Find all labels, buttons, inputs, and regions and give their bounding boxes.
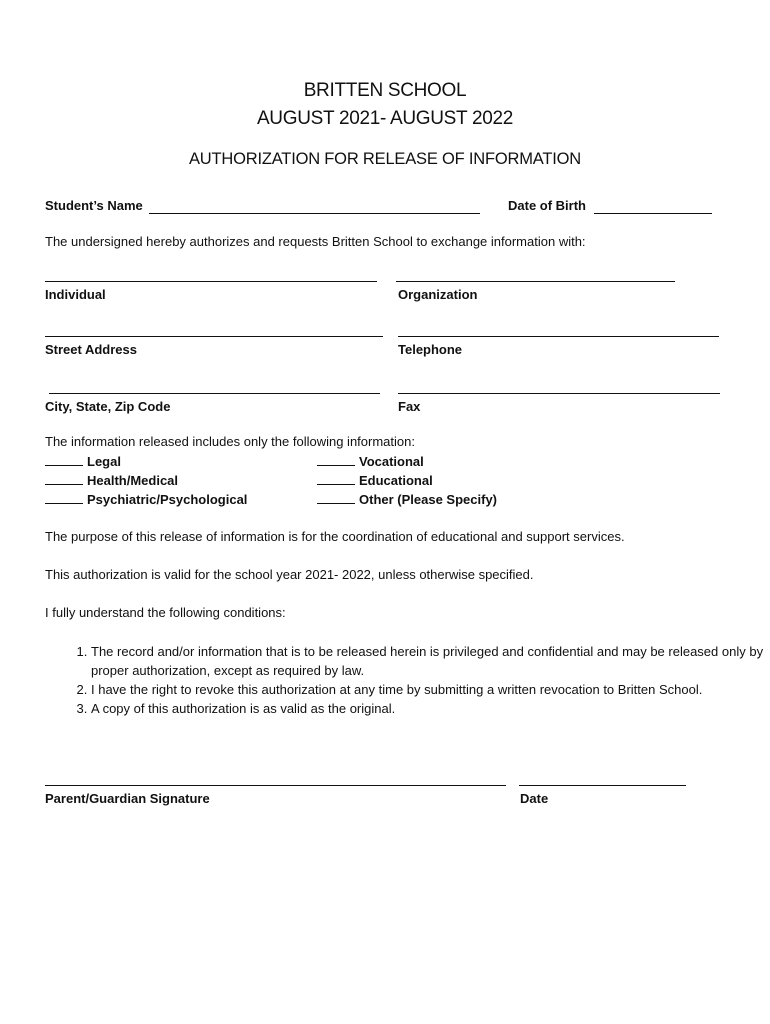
signature-date-label: Date bbox=[520, 791, 549, 806]
checkbox-vocational[interactable] bbox=[317, 453, 424, 469]
student-name-field[interactable] bbox=[149, 213, 480, 214]
checkbox-label: Psychiatric/Psychological bbox=[87, 492, 248, 507]
city-state-zip-label: City, State, Zip Code bbox=[45, 399, 171, 414]
street-address-label: Street Address bbox=[45, 342, 137, 357]
individual-field[interactable] bbox=[45, 281, 377, 282]
organization-field[interactable] bbox=[396, 281, 675, 282]
checkbox-label: Health/Medical bbox=[87, 473, 179, 488]
condition-item: 2. I have the right to revoke this authorization at any time by submitting a written revocation to Britten School. bbox=[91, 680, 770, 699]
signature-field[interactable] bbox=[45, 785, 506, 786]
validity-text: This authorization is valid for the school year 2021- 2022, unless otherwise specified. bbox=[45, 567, 534, 582]
signature-label: Parent/Guardian Signature bbox=[45, 791, 210, 806]
purpose-text: The purpose of this release of information is for the coordination of educational and support services. bbox=[45, 529, 625, 544]
checkbox-label: Vocational bbox=[359, 454, 424, 469]
telephone-field[interactable] bbox=[398, 336, 719, 337]
signature-date-field[interactable] bbox=[519, 785, 686, 786]
city-state-zip-field[interactable] bbox=[49, 393, 380, 394]
checkbox-blank[interactable] bbox=[45, 491, 83, 504]
info-types-intro: The information released includes only the following information: bbox=[45, 434, 415, 449]
fax-field[interactable] bbox=[398, 393, 720, 394]
street-address-field[interactable] bbox=[45, 336, 383, 337]
school-year: AUGUST 2021- AUGUST 2022 bbox=[256, 108, 514, 129]
individual-label: Individual bbox=[45, 287, 106, 302]
checkbox-legal[interactable] bbox=[45, 453, 121, 469]
dob-field[interactable] bbox=[594, 213, 712, 214]
checkbox-blank[interactable] bbox=[45, 472, 83, 485]
student-name-label: Student’s Name bbox=[45, 198, 143, 213]
intro-text: The undersigned hereby authorizes and requests Britten School to exchange information with: bbox=[45, 234, 586, 249]
dob-label: Date of Birth bbox=[508, 198, 586, 213]
condition-item: 3. A copy of this authorization is as valid as the original. bbox=[91, 699, 770, 718]
checkbox-label: Legal bbox=[87, 454, 121, 469]
checkbox-psychiatric[interactable] bbox=[45, 491, 247, 507]
checkbox-health-medical[interactable] bbox=[45, 472, 178, 488]
checkbox-blank[interactable] bbox=[317, 472, 355, 485]
checkbox-label: Educational bbox=[359, 473, 433, 488]
conditions-intro: I fully understand the following conditions: bbox=[45, 605, 286, 620]
checkbox-blank[interactable] bbox=[317, 453, 355, 466]
checkbox-label: Other (Please Specify) bbox=[359, 492, 497, 507]
school-name: BRITTEN SCHOOL bbox=[303, 80, 467, 101]
checkbox-blank[interactable] bbox=[317, 491, 355, 504]
conditions-list bbox=[45, 642, 770, 718]
checkbox-blank[interactable] bbox=[45, 453, 83, 466]
form-title: AUTHORIZATION FOR RELEASE OF INFORMATION bbox=[189, 150, 581, 168]
checkbox-other[interactable] bbox=[317, 491, 497, 507]
telephone-label: Telephone bbox=[398, 342, 463, 357]
organization-label: Organization bbox=[398, 287, 478, 302]
fax-label: Fax bbox=[398, 399, 421, 414]
condition-item: 1. The record and/or information that is to be released herein is privileged and confidential and may be released only by proper authorization, except as required by law. bbox=[91, 642, 770, 680]
checkbox-educational[interactable] bbox=[317, 472, 433, 488]
